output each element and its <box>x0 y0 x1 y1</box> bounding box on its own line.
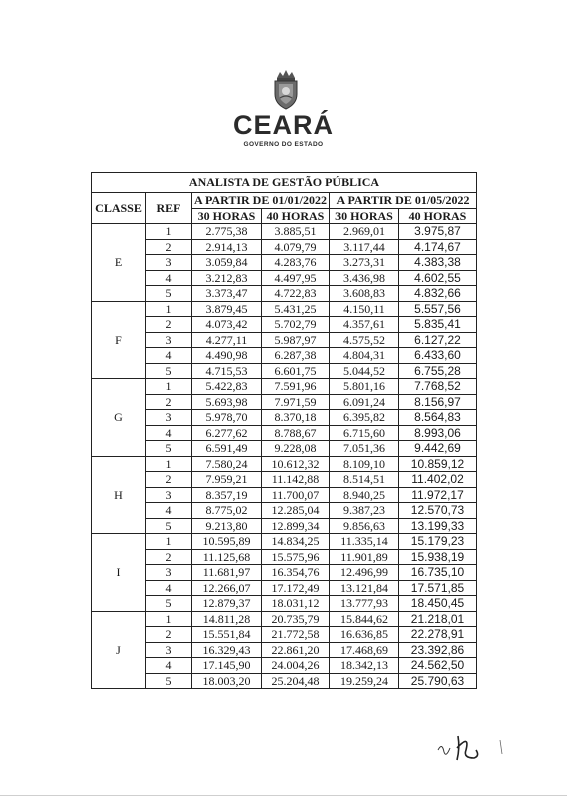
cell-ref: 5 <box>146 673 192 689</box>
cell-p1-40h: 25.204,48 <box>262 673 330 689</box>
cell-ref: 5 <box>146 363 192 379</box>
brand-name: CEARÁ <box>232 110 334 140</box>
cell-p1-40h: 4.497,95 <box>262 270 330 286</box>
cell-p2-30h: 12.496,99 <box>330 565 399 581</box>
table-row <box>92 379 477 395</box>
hours-header-30-p2: 30 HORAS <box>330 208 399 224</box>
cell-p2-40h: 10.859,12 <box>399 456 477 472</box>
cell-p2-30h: 9.387,23 <box>330 503 399 519</box>
cell-p2-40h: 4.602,55 <box>399 270 477 286</box>
cell-p2-30h: 5.801,16 <box>330 379 399 395</box>
cell-p1-40h: 11.142,88 <box>262 472 330 488</box>
cell-p2-30h: 8.514,51 <box>330 472 399 488</box>
cell-ref: 3 <box>146 565 192 581</box>
cell-p2-30h: 17.468,69 <box>330 642 399 658</box>
cell-p2-40h: 8.993,06 <box>399 425 477 441</box>
cell-p1-40h: 10.612,32 <box>262 456 330 472</box>
cell-p1-40h: 4.283,76 <box>262 255 330 271</box>
cell-p1-30h: 12.879,37 <box>192 596 262 612</box>
cell-p1-30h: 3.212,83 <box>192 270 262 286</box>
cell-p1-30h: 5.422,83 <box>192 379 262 395</box>
cell-ref: 4 <box>146 270 192 286</box>
cell-p1-30h: 6.591,49 <box>192 441 262 457</box>
cell-p1-30h: 5.693,98 <box>192 394 262 410</box>
table-row <box>92 332 477 348</box>
handwritten-initials <box>430 728 520 764</box>
cell-p1-40h: 7.591,96 <box>262 379 330 395</box>
cell-ref: 1 <box>146 456 192 472</box>
table-row <box>92 456 477 472</box>
cell-ref: 4 <box>146 658 192 674</box>
cell-p1-30h: 18.003,20 <box>192 673 262 689</box>
cell-p1-40h: 11.700,07 <box>262 487 330 503</box>
period-header-jan-2022: A PARTIR DE 01/01/2022 <box>192 193 330 209</box>
cell-p2-30h: 13.121,84 <box>330 580 399 596</box>
cell-p2-40h: 25.790,63 <box>399 673 477 689</box>
cell-p2-40h: 22.278,91 <box>399 627 477 643</box>
cell-ref: 1 <box>146 611 192 627</box>
table-row <box>92 518 477 534</box>
cell-p2-30h: 7.051,36 <box>330 441 399 457</box>
cell-p2-40h: 6.755,28 <box>399 363 477 379</box>
table-row <box>92 286 477 302</box>
cell-ref: 3 <box>146 410 192 426</box>
cell-p1-40h: 20.735,79 <box>262 611 330 627</box>
cell-p1-30h: 3.059,84 <box>192 255 262 271</box>
cell-p2-40h: 18.450,45 <box>399 596 477 612</box>
table-row <box>92 549 477 565</box>
table-row <box>92 642 477 658</box>
cell-p1-30h: 5.978,70 <box>192 410 262 426</box>
cell-ref: 4 <box>146 503 192 519</box>
table-row <box>92 487 477 503</box>
cell-ref: 4 <box>146 348 192 364</box>
cell-ref: 2 <box>146 317 192 333</box>
cell-ref: 2 <box>146 472 192 488</box>
hours-header-40-p2: 40 HORAS <box>399 208 477 224</box>
cell-p1-30h: 8.357,19 <box>192 487 262 503</box>
table-row <box>92 627 477 643</box>
cell-p1-40h: 9.228,08 <box>262 441 330 457</box>
cell-p2-30h: 3.273,31 <box>330 255 399 271</box>
classe-cell: J <box>92 611 146 689</box>
column-header-ref: REF <box>146 193 192 224</box>
cell-p1-30h: 6.277,62 <box>192 425 262 441</box>
cell-p2-40h: 4.383,38 <box>399 255 477 271</box>
classe-cell: H <box>92 456 146 534</box>
cell-ref: 3 <box>146 487 192 503</box>
cell-ref: 3 <box>146 255 192 271</box>
cell-p1-30h: 17.145,90 <box>192 658 262 674</box>
cell-p2-30h: 6.395,82 <box>330 410 399 426</box>
cell-p1-30h: 4.277,11 <box>192 332 262 348</box>
cell-p1-30h: 15.551,84 <box>192 627 262 643</box>
table-row <box>92 503 477 519</box>
table-row <box>92 658 477 674</box>
cell-p1-30h: 4.715,53 <box>192 363 262 379</box>
cell-p2-40h: 12.570,73 <box>399 503 477 519</box>
table-row <box>92 580 477 596</box>
cell-p1-30h: 3.879,45 <box>192 301 262 317</box>
cell-p1-30h: 9.213,80 <box>192 518 262 534</box>
cell-p1-40h: 7.971,59 <box>262 394 330 410</box>
cell-p2-30h: 18.342,13 <box>330 658 399 674</box>
cell-p2-40h: 4.174,67 <box>399 239 477 255</box>
table-row <box>92 565 477 581</box>
cell-p1-30h: 2.775,38 <box>192 224 262 240</box>
cell-ref: 5 <box>146 441 192 457</box>
cell-ref: 1 <box>146 534 192 550</box>
cell-ref: 5 <box>146 518 192 534</box>
table-row <box>92 472 477 488</box>
cell-p2-30h: 19.259,24 <box>330 673 399 689</box>
hours-header-40-p1: 40 HORAS <box>262 208 330 224</box>
classe-cell: E <box>92 224 146 302</box>
cell-p2-40h: 17.571,85 <box>399 580 477 596</box>
cell-p2-40h: 15.938,19 <box>399 549 477 565</box>
period-header-may-2022: A PARTIR DE 01/05/2022 <box>330 193 477 209</box>
cell-p2-30h: 11.901,89 <box>330 549 399 565</box>
cell-ref: 1 <box>146 224 192 240</box>
hours-header-30-p1: 30 HORAS <box>192 208 262 224</box>
cell-p2-40h: 11.402,02 <box>399 472 477 488</box>
cell-p1-30h: 16.329,43 <box>192 642 262 658</box>
cell-p2-40h: 6.127,22 <box>399 332 477 348</box>
cell-ref: 2 <box>146 627 192 643</box>
classe-cell: I <box>92 534 146 612</box>
cell-p2-40h: 15.179,23 <box>399 534 477 550</box>
cell-p2-30h: 3.117,44 <box>330 239 399 255</box>
cell-ref: 2 <box>146 394 192 410</box>
table-title: ANALISTA DE GESTÃO PÚBLICA <box>92 173 477 193</box>
cell-p1-30h: 11.125,68 <box>192 549 262 565</box>
cell-p1-40h: 14.834,25 <box>262 534 330 550</box>
cell-p1-40h: 12.285,04 <box>262 503 330 519</box>
cell-p1-40h: 24.004,26 <box>262 658 330 674</box>
cell-p2-30h: 8.109,10 <box>330 456 399 472</box>
cell-ref: 1 <box>146 379 192 395</box>
cell-ref: 2 <box>146 549 192 565</box>
table-row <box>92 394 477 410</box>
cell-p2-40h: 3.975,87 <box>399 224 477 240</box>
table-row <box>92 363 477 379</box>
cell-p1-30h: 2.914,13 <box>192 239 262 255</box>
cell-p1-40h: 5.702,79 <box>262 317 330 333</box>
document-header <box>0 0 567 170</box>
cell-p1-40h: 16.354,76 <box>262 565 330 581</box>
table-row <box>92 301 477 317</box>
table-row <box>92 441 477 457</box>
table-row <box>92 348 477 364</box>
cell-p2-40h: 6.433,60 <box>399 348 477 364</box>
cell-p1-30h: 3.373,47 <box>192 286 262 302</box>
cell-p1-40h: 15.575,96 <box>262 549 330 565</box>
cell-p2-30h: 11.335,14 <box>330 534 399 550</box>
cell-p1-40h: 21.772,58 <box>262 627 330 643</box>
salary-table <box>91 172 477 689</box>
cell-p1-40h: 3.885,51 <box>262 224 330 240</box>
cell-p2-40h: 4.832,66 <box>399 286 477 302</box>
cell-p1-30h: 12.266,07 <box>192 580 262 596</box>
table-row <box>92 317 477 333</box>
classe-cell: G <box>92 379 146 457</box>
cell-p2-30h: 16.636,85 <box>330 627 399 643</box>
cell-p1-30h: 4.073,42 <box>192 317 262 333</box>
cell-p2-30h: 9.856,63 <box>330 518 399 534</box>
table-row <box>92 255 477 271</box>
cell-p2-30h: 13.777,93 <box>330 596 399 612</box>
cell-p2-40h: 8.564,83 <box>399 410 477 426</box>
cell-p2-30h: 5.044,52 <box>330 363 399 379</box>
cell-p2-30h: 4.804,31 <box>330 348 399 364</box>
salary-table-body <box>92 224 477 689</box>
table-row <box>92 596 477 612</box>
cell-p1-30h: 10.595,89 <box>192 534 262 550</box>
cell-ref: 3 <box>146 332 192 348</box>
salary-table-container <box>91 172 476 689</box>
cell-p1-30h: 8.775,02 <box>192 503 262 519</box>
cell-p2-40h: 24.562,50 <box>399 658 477 674</box>
cell-p1-40h: 12.899,34 <box>262 518 330 534</box>
cell-p2-40h: 23.392,86 <box>399 642 477 658</box>
cell-p1-40h: 22.861,20 <box>262 642 330 658</box>
cell-ref: 1 <box>146 301 192 317</box>
cell-p2-30h: 15.844,62 <box>330 611 399 627</box>
cell-ref: 4 <box>146 425 192 441</box>
cell-p1-40h: 17.172,49 <box>262 580 330 596</box>
cell-ref: 5 <box>146 596 192 612</box>
cell-p2-30h: 3.436,98 <box>330 270 399 286</box>
cell-p2-30h: 2.969,01 <box>330 224 399 240</box>
cell-p2-30h: 4.575,52 <box>330 332 399 348</box>
cell-p2-40h: 9.442,69 <box>399 441 477 457</box>
cell-p1-40h: 4.722,83 <box>262 286 330 302</box>
cell-p1-30h: 14.811,28 <box>192 611 262 627</box>
table-row <box>92 239 477 255</box>
table-row <box>92 425 477 441</box>
cell-p2-40h: 13.199,33 <box>399 518 477 534</box>
table-row <box>92 410 477 426</box>
page-bottom-divider <box>0 795 567 796</box>
cell-p2-30h: 6.091,24 <box>330 394 399 410</box>
table-row <box>92 611 477 627</box>
classe-cell: F <box>92 301 146 379</box>
cell-p2-40h: 5.835,41 <box>399 317 477 333</box>
cell-p2-30h: 3.608,83 <box>330 286 399 302</box>
cell-p1-40h: 8.370,18 <box>262 410 330 426</box>
table-row <box>92 673 477 689</box>
cell-p1-30h: 11.681,97 <box>192 565 262 581</box>
cell-p2-30h: 4.150,11 <box>330 301 399 317</box>
cell-p1-40h: 6.601,75 <box>262 363 330 379</box>
cell-ref: 3 <box>146 642 192 658</box>
cell-p2-30h: 8.940,25 <box>330 487 399 503</box>
cell-ref: 4 <box>146 580 192 596</box>
cell-p2-40h: 21.218,01 <box>399 611 477 627</box>
cell-p2-40h: 16.735,10 <box>399 565 477 581</box>
cell-p1-40h: 8.788,67 <box>262 425 330 441</box>
cell-p1-40h: 18.031,12 <box>262 596 330 612</box>
cell-ref: 5 <box>146 286 192 302</box>
column-header-classe: CLASSE <box>92 193 146 224</box>
cell-p2-40h: 7.768,52 <box>399 379 477 395</box>
table-row <box>92 224 477 240</box>
cell-p2-40h: 11.972,17 <box>399 487 477 503</box>
cell-p1-40h: 5.987,97 <box>262 332 330 348</box>
cell-p1-30h: 7.580,24 <box>192 456 262 472</box>
cell-p2-30h: 4.357,61 <box>330 317 399 333</box>
table-row <box>92 270 477 286</box>
cell-p1-30h: 4.490,98 <box>192 348 262 364</box>
cell-p1-40h: 4.079,79 <box>262 239 330 255</box>
table-row <box>92 534 477 550</box>
cell-p2-30h: 6.715,60 <box>330 425 399 441</box>
brand-subtitle: GOVERNO DO ESTADO <box>243 141 324 148</box>
cell-p2-40h: 8.156,97 <box>399 394 477 410</box>
state-coat-of-arms-icon <box>271 68 301 110</box>
cell-ref: 2 <box>146 239 192 255</box>
cell-p1-40h: 6.287,38 <box>262 348 330 364</box>
cell-p1-40h: 5.431,25 <box>262 301 330 317</box>
cell-p2-40h: 5.557,56 <box>399 301 477 317</box>
cell-p1-30h: 7.959,21 <box>192 472 262 488</box>
